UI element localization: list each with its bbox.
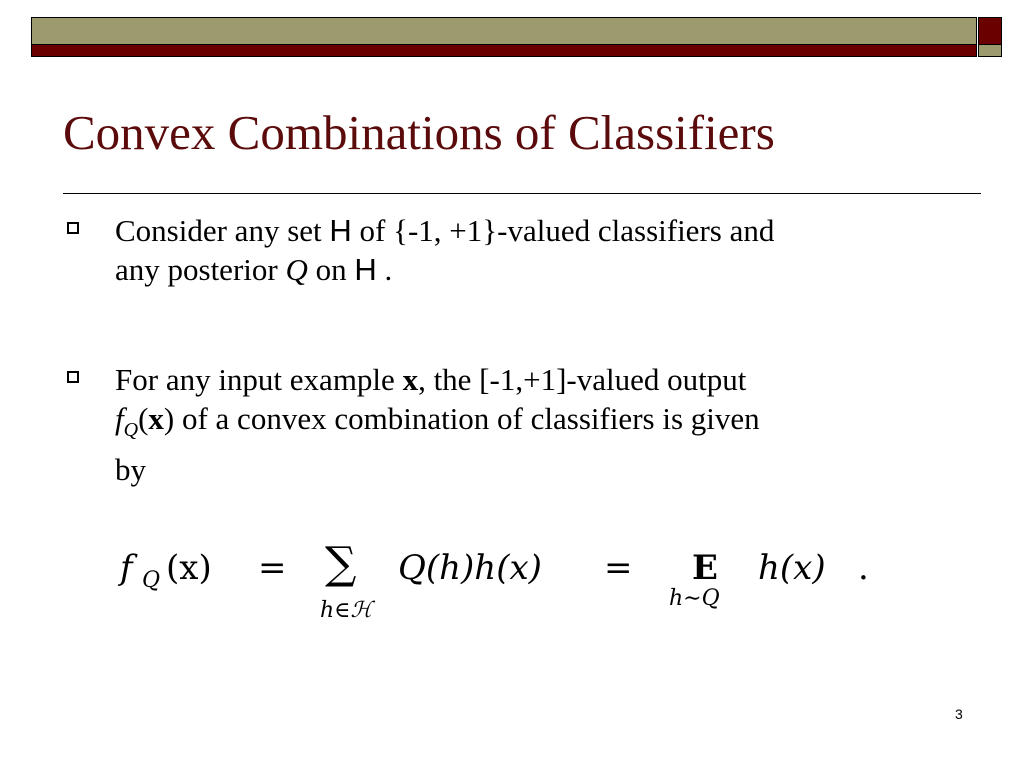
summation-subscript: h∈ℋ (320, 598, 373, 623)
summation-symbol: ∑ (325, 538, 357, 589)
formula-f-subscript: Q (142, 568, 161, 593)
bullet-item-2 (72, 360, 952, 489)
page-number: 3 (955, 706, 963, 722)
square-bullet-icon (67, 371, 79, 383)
corner-olive-square (979, 45, 1001, 56)
corner-maroon-square (979, 18, 1001, 45)
formula-rhs: h(x) (758, 548, 826, 588)
formula-equals-1: = (258, 548, 287, 588)
formula-f: f (120, 548, 133, 588)
bullet-text-2: For any input example x, the [-1,+1]-valued output $f_Q(x)$ of a convex combination of classifiers is given by (115, 362, 760, 488)
header-bar (31, 17, 977, 57)
convex-combination-formula (120, 540, 900, 630)
formula-equals-2: = (604, 548, 633, 588)
formula-lhs-argument: (x) (166, 548, 212, 588)
header-corner-block (978, 17, 1002, 57)
title-divider (63, 193, 981, 194)
formula-period: . (858, 548, 869, 588)
formula-term: Q(h)h(x) (398, 548, 542, 588)
expectation-subscript: h∼Q (669, 586, 720, 611)
bullet-item-1 (72, 211, 952, 289)
square-bullet-icon (67, 222, 79, 234)
bullet-text-1: Consider any set H of {-1, +1}-valued classifiers and any posterior Q on H . (115, 213, 775, 287)
slide-title: Convex Combinations of Classifiers (63, 105, 775, 160)
expectation-symbol: E (692, 548, 718, 588)
header-bar-maroon-stripe (32, 45, 976, 56)
header-bar-olive-stripe (32, 18, 976, 45)
